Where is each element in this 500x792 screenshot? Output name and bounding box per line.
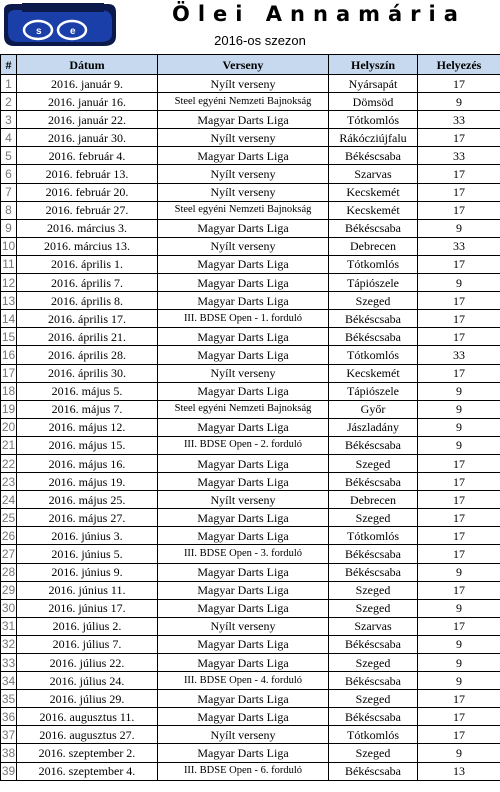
row-number-cell: 1	[1, 75, 17, 93]
location-cell: Dömsöd	[329, 93, 418, 111]
competition-cell: Magyar Darts Liga	[158, 111, 329, 129]
date-cell: 2016. május 12.	[17, 418, 158, 436]
placement-cell: 9	[418, 219, 500, 237]
placement-cell: 17	[418, 617, 500, 635]
competition-cell: Nyílt verseny	[158, 364, 329, 382]
table-row	[1, 527, 500, 545]
date-cell: 2016. augusztus 11.	[17, 708, 158, 726]
date-cell: 2016. április 7.	[17, 274, 158, 292]
placement-cell: 33	[418, 346, 500, 364]
table-row	[1, 473, 500, 491]
location-cell: Tápiószele	[329, 382, 418, 400]
table-row	[1, 581, 500, 599]
location-cell: Szeged	[329, 509, 418, 527]
row-number-cell: 30	[1, 599, 17, 617]
placement-cell: 17	[418, 165, 500, 183]
placement-cell: 17	[418, 545, 500, 563]
placement-cell: 17	[418, 75, 500, 93]
table-row	[1, 762, 500, 780]
row-number-cell: 12	[1, 274, 17, 292]
placement-cell: 9	[418, 635, 500, 653]
row-number-cell: 20	[1, 418, 17, 436]
date-cell: 2016. május 15.	[17, 436, 158, 454]
placement-cell: 33	[418, 237, 500, 255]
row-number-cell: 10	[1, 237, 17, 255]
placement-cell: 9	[418, 382, 500, 400]
placement-cell: 17	[418, 473, 500, 491]
date-cell: 2016. március 13.	[17, 237, 158, 255]
table-row	[1, 237, 500, 255]
page-header	[0, 0, 500, 52]
row-number-cell: 18	[1, 382, 17, 400]
competition-cell: Magyar Darts Liga	[158, 581, 329, 599]
location-cell: Békéscsaba	[329, 328, 418, 346]
competition-cell: Nyílt verseny	[158, 183, 329, 201]
row-number-cell: 33	[1, 654, 17, 672]
column-header-date: Dátum	[17, 55, 158, 75]
row-number-cell: 11	[1, 255, 17, 273]
date-cell: 2016. augusztus 27.	[17, 726, 158, 744]
table-row	[1, 400, 500, 418]
results-table	[0, 54, 500, 781]
date-cell: 2016. március 3.	[17, 219, 158, 237]
placement-cell: 9	[418, 654, 500, 672]
row-number-cell: 36	[1, 708, 17, 726]
competition-cell: III. BDSE Open - 4. forduló	[158, 672, 329, 690]
competition-cell: Magyar Darts Liga	[158, 454, 329, 472]
placement-cell: 17	[418, 292, 500, 310]
placement-cell: 9	[418, 563, 500, 581]
table-row	[1, 563, 500, 581]
competition-cell: Magyar Darts Liga	[158, 147, 329, 165]
table-row	[1, 672, 500, 690]
date-cell: 2016. július 29.	[17, 690, 158, 708]
row-number-cell: 38	[1, 744, 17, 762]
column-header-competition: Verseny	[158, 55, 329, 75]
competition-cell: Magyar Darts Liga	[158, 527, 329, 545]
table-row	[1, 364, 500, 382]
date-cell: 2016. szeptember 2.	[17, 744, 158, 762]
location-cell: Szeged	[329, 690, 418, 708]
location-cell: Győr	[329, 400, 418, 418]
placement-cell: 17	[418, 491, 500, 509]
table-row	[1, 111, 500, 129]
date-cell: 2016. február 20.	[17, 183, 158, 201]
club-logo	[0, 0, 118, 48]
location-cell: Tápiószele	[329, 274, 418, 292]
location-cell: Békéscsaba	[329, 473, 418, 491]
date-cell: 2016. május 5.	[17, 382, 158, 400]
placement-cell: 17	[418, 129, 500, 147]
season-label: 2016-os szezon	[214, 33, 306, 48]
table-row	[1, 726, 500, 744]
svg-text:s: s	[36, 26, 42, 37]
competition-cell: Steel egyéni Nemzeti Bajnokság	[158, 201, 329, 219]
column-header-placement: Helyezés	[418, 55, 500, 75]
row-number-cell: 17	[1, 364, 17, 382]
date-cell: 2016. január 9.	[17, 75, 158, 93]
date-cell: 2016. május 19.	[17, 473, 158, 491]
competition-cell: Nyílt verseny	[158, 726, 329, 744]
row-number-cell: 39	[1, 762, 17, 780]
date-cell: 2016. április 21.	[17, 328, 158, 346]
row-number-cell: 24	[1, 491, 17, 509]
table-row	[1, 599, 500, 617]
row-number-cell: 8	[1, 201, 17, 219]
table-row	[1, 328, 500, 346]
competition-cell: Magyar Darts Liga	[158, 274, 329, 292]
location-cell: Debrecen	[329, 491, 418, 509]
competition-cell: Magyar Darts Liga	[158, 255, 329, 273]
competition-cell: Nyílt verseny	[158, 165, 329, 183]
placement-cell: 33	[418, 147, 500, 165]
table-row	[1, 708, 500, 726]
competition-cell: Magyar Darts Liga	[158, 418, 329, 436]
table-row	[1, 491, 500, 509]
row-number-cell: 4	[1, 129, 17, 147]
svg-text:e: e	[70, 26, 76, 37]
placement-cell: 17	[418, 454, 500, 472]
table-row	[1, 418, 500, 436]
date-cell: 2016. április 8.	[17, 292, 158, 310]
date-cell: 2016. február 27.	[17, 201, 158, 219]
competition-cell: Nyílt verseny	[158, 617, 329, 635]
row-number-cell: 14	[1, 310, 17, 328]
date-cell: 2016. április 30.	[17, 364, 158, 382]
competition-cell: Magyar Darts Liga	[158, 473, 329, 491]
date-cell: 2016. január 22.	[17, 111, 158, 129]
location-cell: Tótkomlós	[329, 255, 418, 273]
location-cell: Békéscsaba	[329, 219, 418, 237]
location-cell: Szeged	[329, 454, 418, 472]
placement-cell: 17	[418, 255, 500, 273]
location-cell: Kecskemét	[329, 364, 418, 382]
table-row	[1, 436, 500, 454]
date-cell: 2016. június 9.	[17, 563, 158, 581]
table-row	[1, 635, 500, 653]
table-row	[1, 165, 500, 183]
row-number-cell: 37	[1, 726, 17, 744]
date-cell: 2016. május 27.	[17, 509, 158, 527]
row-number-cell: 16	[1, 346, 17, 364]
location-cell: Tótkomlós	[329, 726, 418, 744]
competition-cell: Nyílt verseny	[158, 129, 329, 147]
row-number-cell: 19	[1, 400, 17, 418]
date-cell: 2016. június 11.	[17, 581, 158, 599]
competition-cell: Magyar Darts Liga	[158, 654, 329, 672]
placement-cell: 33	[418, 111, 500, 129]
placement-cell: 17	[418, 183, 500, 201]
location-cell: Tótkomlós	[329, 111, 418, 129]
table-row	[1, 219, 500, 237]
competition-cell: Steel egyéni Nemzeti Bajnokság	[158, 400, 329, 418]
date-cell: 2016. szeptember 4.	[17, 762, 158, 780]
competition-cell: Magyar Darts Liga	[158, 690, 329, 708]
table-row	[1, 310, 500, 328]
competition-cell: III. BDSE Open - 6. forduló	[158, 762, 329, 780]
date-cell: 2016. július 2.	[17, 617, 158, 635]
placement-cell: 9	[418, 418, 500, 436]
date-cell: 2016. január 16.	[17, 93, 158, 111]
location-cell: Békéscsaba	[329, 708, 418, 726]
location-cell: Békéscsaba	[329, 545, 418, 563]
date-cell: 2016. június 5.	[17, 545, 158, 563]
location-cell: Debrecen	[329, 237, 418, 255]
location-cell: Békéscsaba	[329, 147, 418, 165]
date-cell: 2016. július 24.	[17, 672, 158, 690]
table-row	[1, 545, 500, 563]
location-cell: Szeged	[329, 654, 418, 672]
row-number-cell: 32	[1, 635, 17, 653]
placement-cell: 17	[418, 581, 500, 599]
placement-cell: 9	[418, 744, 500, 762]
competition-cell: Nyílt verseny	[158, 237, 329, 255]
competition-cell: Magyar Darts Liga	[158, 563, 329, 581]
location-cell: Rákócziújfalu	[329, 129, 418, 147]
table-row	[1, 93, 500, 111]
placement-cell: 9	[418, 672, 500, 690]
row-number-cell: 28	[1, 563, 17, 581]
location-cell: Békéscsaba	[329, 563, 418, 581]
location-cell: Szarvas	[329, 165, 418, 183]
location-cell: Kecskemét	[329, 183, 418, 201]
date-cell: 2016. június 3.	[17, 527, 158, 545]
location-cell: Kecskemét	[329, 201, 418, 219]
competition-cell: III. BDSE Open - 1. forduló	[158, 310, 329, 328]
date-cell: 2016. január 30.	[17, 129, 158, 147]
competition-cell: Magyar Darts Liga	[158, 509, 329, 527]
location-cell: Jászladány	[329, 418, 418, 436]
row-number-cell: 13	[1, 292, 17, 310]
row-number-cell: 29	[1, 581, 17, 599]
table-row	[1, 274, 500, 292]
column-header-number: #	[1, 55, 17, 75]
placement-cell: 17	[418, 509, 500, 527]
table-row	[1, 346, 500, 364]
table-row	[1, 654, 500, 672]
location-cell: Tótkomlós	[329, 527, 418, 545]
placement-cell: 9	[418, 599, 500, 617]
competition-cell: Nyílt verseny	[158, 491, 329, 509]
date-cell: 2016. május 25.	[17, 491, 158, 509]
player-name: Ölei Annamária	[172, 2, 466, 26]
row-number-cell: 22	[1, 454, 17, 472]
competition-cell: Steel egyéni Nemzeti Bajnokság	[158, 93, 329, 111]
competition-cell: III. BDSE Open - 2. forduló	[158, 436, 329, 454]
table-row	[1, 201, 500, 219]
location-cell: Nyársapát	[329, 75, 418, 93]
table-row	[1, 292, 500, 310]
row-number-cell: 34	[1, 672, 17, 690]
competition-cell: Magyar Darts Liga	[158, 219, 329, 237]
table-row	[1, 255, 500, 273]
table-row	[1, 744, 500, 762]
table-row	[1, 147, 500, 165]
placement-cell: 17	[418, 690, 500, 708]
location-cell: Békéscsaba	[329, 635, 418, 653]
location-cell: Szeged	[329, 599, 418, 617]
row-number-cell: 2	[1, 93, 17, 111]
date-cell: 2016. július 22.	[17, 654, 158, 672]
placement-cell: 17	[418, 364, 500, 382]
placement-cell: 9	[418, 93, 500, 111]
placement-cell: 17	[418, 708, 500, 726]
table-row	[1, 129, 500, 147]
date-cell: 2016. február 13.	[17, 165, 158, 183]
row-number-cell: 21	[1, 436, 17, 454]
row-number-cell: 35	[1, 690, 17, 708]
competition-cell: Magyar Darts Liga	[158, 346, 329, 364]
table-row	[1, 454, 500, 472]
placement-cell: 17	[418, 201, 500, 219]
table-row	[1, 617, 500, 635]
table-row	[1, 690, 500, 708]
competition-cell: Magyar Darts Liga	[158, 708, 329, 726]
row-number-cell: 25	[1, 509, 17, 527]
location-cell: Békéscsaba	[329, 436, 418, 454]
date-cell: 2016. május 7.	[17, 400, 158, 418]
location-cell: Tótkomlós	[329, 346, 418, 364]
location-cell: Szarvas	[329, 617, 418, 635]
date-cell: 2016. július 7.	[17, 635, 158, 653]
table-header-row	[1, 55, 500, 75]
placement-cell: 17	[418, 726, 500, 744]
competition-cell: Magyar Darts Liga	[158, 744, 329, 762]
location-cell: Szeged	[329, 581, 418, 599]
placement-cell: 9	[418, 436, 500, 454]
competition-cell: III. BDSE Open - 3. forduló	[158, 545, 329, 563]
row-number-cell: 3	[1, 111, 17, 129]
placement-cell: 13	[418, 762, 500, 780]
placement-cell: 9	[418, 274, 500, 292]
location-cell: Békéscsaba	[329, 310, 418, 328]
row-number-cell: 6	[1, 165, 17, 183]
date-cell: 2016. április 28.	[17, 346, 158, 364]
date-cell: 2016. április 17.	[17, 310, 158, 328]
row-number-cell: 27	[1, 545, 17, 563]
row-number-cell: 9	[1, 219, 17, 237]
competition-cell: Nyílt verseny	[158, 75, 329, 93]
location-cell: Szeged	[329, 292, 418, 310]
table-body	[1, 75, 500, 781]
table-row	[1, 75, 500, 93]
location-cell: Békéscsaba	[329, 672, 418, 690]
competition-cell: Magyar Darts Liga	[158, 635, 329, 653]
competition-cell: Magyar Darts Liga	[158, 382, 329, 400]
table-row	[1, 183, 500, 201]
competition-cell: Magyar Darts Liga	[158, 328, 329, 346]
placement-cell: 17	[418, 310, 500, 328]
date-cell: 2016. február 4.	[17, 147, 158, 165]
placement-cell: 9	[418, 400, 500, 418]
placement-cell: 17	[418, 527, 500, 545]
location-cell: Békéscsaba	[329, 762, 418, 780]
competition-cell: Magyar Darts Liga	[158, 292, 329, 310]
location-cell: Szeged	[329, 744, 418, 762]
column-header-location: Helyszín	[329, 55, 418, 75]
table-row	[1, 382, 500, 400]
row-number-cell: 23	[1, 473, 17, 491]
row-number-cell: 15	[1, 328, 17, 346]
placement-cell: 17	[418, 328, 500, 346]
date-cell: 2016. május 16.	[17, 454, 158, 472]
table-row	[1, 509, 500, 527]
date-cell: 2016. április 1.	[17, 255, 158, 273]
competition-cell: Magyar Darts Liga	[158, 599, 329, 617]
row-number-cell: 31	[1, 617, 17, 635]
date-cell: 2016. június 17.	[17, 599, 158, 617]
row-number-cell: 7	[1, 183, 17, 201]
row-number-cell: 5	[1, 147, 17, 165]
row-number-cell: 26	[1, 527, 17, 545]
